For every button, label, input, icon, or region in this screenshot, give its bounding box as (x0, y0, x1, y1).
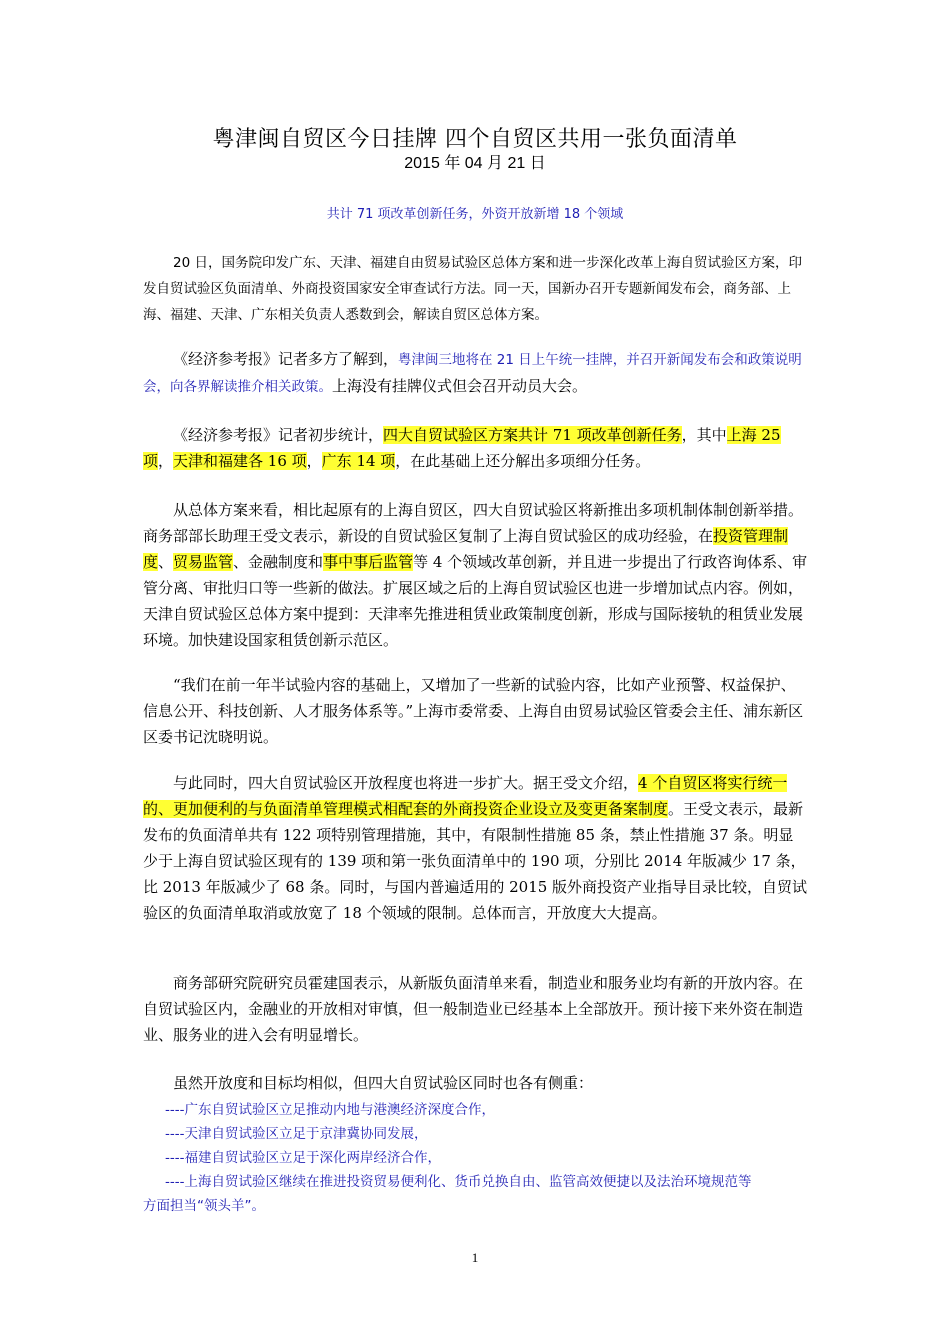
article-title: 粤津闽自贸区今日挂牌 四个自贸区共用一张负面清单 (212, 127, 738, 152)
highlight-guangdong: 广东 14 项 (321, 452, 396, 470)
highlight-filing-system: 4 个自贸区将实行统一的、更加便利的与负面清单管理模式相配套的外商投资企业设立及变更备案制度 (143, 774, 788, 818)
paragraph-5: “我们在前一年半试验内容的基础上，又增加了一些新的试验内容，比如产业预警、权益保护、信息公开、科技创新、人才服务体系等。”上海市委常委、上海自由贸易试验区管委会主任、浦东新区区委书记沈晓明说。 (143, 676, 804, 746)
paragraph-3-text: 《经济参考报》记者初步统计， (173, 426, 384, 444)
paragraph-3 (143, 422, 808, 474)
paragraph-3-text: ， (306, 452, 322, 470)
focus-list (143, 1098, 823, 1218)
paragraph-4-text: 从总体方案来看，相比起原有的上海自贸区，四大自贸试验区将新推出多项机制体制创新举措。商务部部长助理王受文表示，新设的自贸试验区复制了上海自贸试验区的成功经验，在 (143, 501, 804, 545)
paragraph-4-text: 、金融制度和 (233, 553, 324, 571)
article-date: 2015 年 04 月 21 日 (404, 155, 546, 172)
paragraph-2 (143, 346, 808, 400)
paragraph-2-blue-text: 粤津闽三地将在 21 日上午统一挂牌，并召开新闻发布会和政策说明会，向各界解读推介相关政策。 (143, 352, 802, 395)
paragraph-2-text-end: 上海没有挂牌仪式但会召开动员大会。 (332, 377, 588, 395)
paragraph-6-text: 与此同时，四大自贸试验区开放程度也将进一步扩大。据王受文介绍， (173, 774, 639, 792)
paragraph-6-text: 。王受文表示，最新发布的负面清单共有 122 项特别管理措施，其中，有限制性措施 85 条，禁止性措施 37 条。明显少于上海自贸试验区现有的 139 项和第一张负面清单中的 190 项，分别比 2014 年版减少 17 条，比 2013 年版减少了 68 条。同时，与国内普遍适用的 2015 版外商投资产业指导目录比较，自贸试验区的负面清单取消或放宽了 18 个领域的限制。总体而言，开放度大大提高。 (143, 800, 808, 922)
paragraph-3-text: ， (158, 452, 174, 470)
list-item: ----天津自贸试验区立足于京津冀协同发展， (165, 1126, 428, 1142)
article-subtitle: 共计 71 项改革创新任务，外资开放新增 18 个领域 (326, 207, 624, 222)
paragraph-3-text: ，其中 (681, 426, 727, 444)
paragraph-6 (143, 770, 808, 926)
list-item-continuation: 方面担当“领头羊”。 (143, 1198, 265, 1214)
list-item: ----福建自贸试验区立足于深化两岸经济合作， (165, 1150, 441, 1166)
highlight-trade-supervision: 贸易监管 (173, 553, 234, 571)
paragraph-4-text: 、 (158, 553, 174, 571)
list-item: ----广东自贸试验区立足推动内地与港澳经济深度合作， (165, 1102, 495, 1118)
highlight-investment-management: 投资管理制度 (143, 527, 789, 571)
page-number: 1 (471, 1250, 479, 1265)
paragraph-1: 20 日，国务院印发广东、天津、福建自由贸易试验区总体方案和进一步深化改革上海自贸试验区方案，印发自贸试验区负面清单、外商投资国家安全审查试行方法。同一天，国新办召开专题新闻发布会，商务部、上海、福建、天津、广东相关负责人悉数到会，解读自贸区总体方案。 (143, 255, 802, 323)
list-item: ----上海自贸试验区继续在推进投资贸易便利化、货币兑换自由、监管高效便捷以及法治环境规范等 (165, 1174, 752, 1190)
paragraph-8: 虽然开放度和目标均相似，但四大自贸试验区同时也各有侧重： (173, 1074, 594, 1092)
paragraph-3-text: ，在此基础上还分解出多项细分任务。 (395, 452, 651, 470)
paragraph-7: 商务部研究院研究员霍建国表示，从新版负面清单来看，制造业和服务业均有新的开放内容。在自贸试验区内，金融业的开放相对审慎，但一般制造业已经基本上全部放开。预计接下来外资在制造业、服务业的进入会有明显增长。 (143, 974, 804, 1044)
highlight-71-tasks: 四大自贸试验区方案共计 71 项改革创新任务 (383, 426, 682, 444)
paragraph-2-text: 《经济参考报》记者多方了解到， (173, 350, 399, 368)
highlight-shanghai: 上海 25 项 (143, 426, 781, 470)
paragraph-4-text: 等 4 个领域改革创新，并且进一步提出了行政咨询体系、审管分离、审批归口等一些新的做法。扩展区域之后的上海自贸试验区也进一步增加试点内容。例如，天津自贸试验区总体方案中提到：天津率先推进租赁业政策制度创新，形成与国际接轨的租赁业发展环境。加快建设国家租赁创新示范区。 (143, 553, 808, 649)
paragraph-4 (143, 497, 808, 653)
highlight-supervision: 事中事后监管 (323, 553, 414, 571)
highlight-tianjin-fujian: 天津和福建各 16 项 (173, 452, 307, 470)
